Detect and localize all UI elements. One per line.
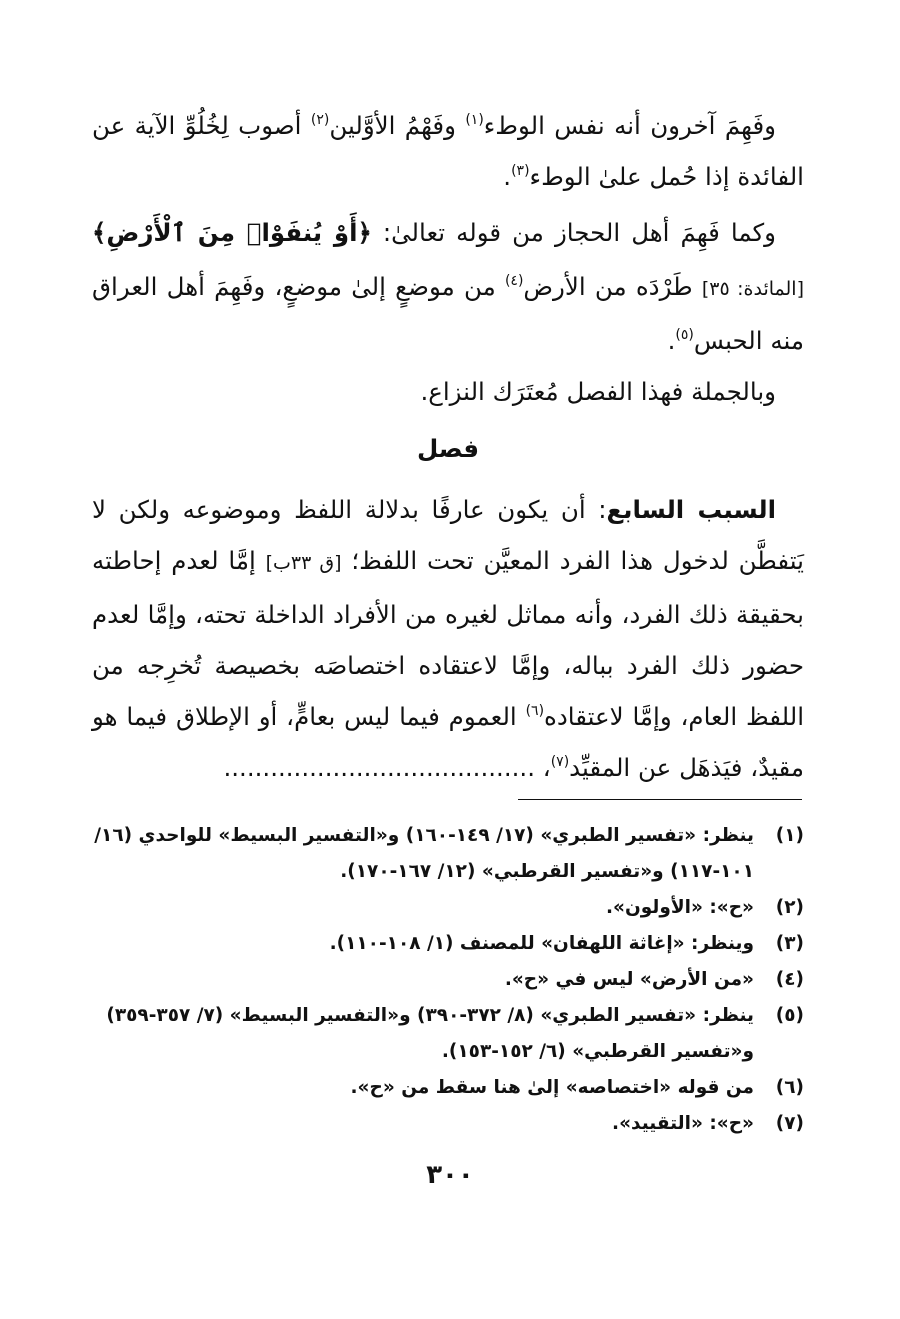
text-run: إمَّا لعدم إحاطته بحقيقة ذلك الفرد، وأنه مماثل لغيره من الأفراد الداخلة تحته، وإمَّا لعدم حضور ذلك الفرد بباله، وإمَّا لاعتقاده اختصاصَه بخصيصة تُخرِجه من اللفظ العام، وإمَّا لاعتقاده [92,546,805,731]
text-run: وكما فَهِمَ أهل الحجاز من قوله تعالىٰ: [371,218,776,247]
footnote-text: وينظر: «إغاثة اللهفان» للمصنف (١/ ١٠٨-١١٠). [329,933,754,954]
footnote-number: (٤) [775,969,804,990]
paragraph-2 [92,207,804,366]
footnote-number: (٢) [775,897,804,918]
paragraph-3: وبالجملة فهذا الفصل مُعتَرَك النزاع. [420,377,776,406]
page-number: ٣٠٠ [426,1160,474,1190]
footnote-number: (٣) [775,933,804,954]
footnote-ref-7[interactable]: (٧) [550,754,570,770]
main-text [92,100,804,793]
text-run: العموم فيما ليس بعامٍّ، أو الإطلاق فيما هو مقيدٌ، فيَذهَل عن المقيِّد [92,702,804,782]
quran-verse: ﴿أَوْ يُنفَوْا۟ مِنَ ٱلْأَرْضِ﴾ [92,218,372,247]
footnote-text: ينظر: «تفسير الطبري» (٨/ ٣٧٢-٣٩٠) و«التفسير البسيط» (٧/ ٣٥٧-٣٥٩) و«تفسير القرطبي» (٦/ ١٥٢-١٥٣). [106,1005,754,1062]
footnote-ref-2[interactable]: (٢) [310,112,330,128]
footnote-text: من قوله «اختصاصه» إلىٰ هنا سقط من «ح». [350,1077,754,1098]
footnote-number: (٧) [775,1113,804,1134]
text-run: . [667,326,676,355]
text-run: ، ........................................ [223,753,551,782]
footnote-ref-1[interactable]: (١) [465,112,484,128]
footnote-text: ينظر: «تفسير الطبري» (١٧/ ١٤٩-١٦٠) و«التفسير البسيط» للواحدي (١٦/ ١٠١-١١٧) و«تفسير القرطبي» (١٢/ ١٦٧-١٧٠). [94,825,754,882]
text-run: : أن يكون عارفًا بدلالة اللفظ وموضوعه ولكن لا يَتفطَّن لدخول هذا الفرد المعيَّن تحت اللفظ؛ [92,495,804,575]
footnote-text: «ح»: «الأولون». [606,897,754,918]
text-run: طَرْدَه من الأرض [523,272,702,301]
footnote-text: «ح»: «التقييد». [612,1113,754,1134]
footnote-number: (٦) [775,1077,804,1098]
footnotes [92,818,804,1142]
text-run: وفَهِمَ آخرون أنه نفس الوطء [483,111,776,140]
verse-reference: [المائدة: ٣٥] [701,278,804,300]
footnote-item [92,1070,804,1106]
footnote-number: (٥) [775,1005,804,1026]
manuscript-folio-marker: [ق ٣٣ب] [265,552,342,574]
footnote-item [92,962,804,998]
text-run: من موضعٍ إلىٰ موضعٍ، وفَهِمَ أهل العراق منه الحبس [92,272,804,355]
paragraph-4 [92,484,804,793]
footnote-item [92,818,804,890]
section-heading: فصل [416,434,480,463]
footnote-item [92,926,804,962]
footnote-ref-5[interactable]: (٥) [675,327,694,343]
text-run: . [503,162,512,191]
footnote-number: (١) [775,825,804,846]
footnote-ref-3[interactable]: (٣) [511,163,530,179]
footnote-ref-4[interactable]: (٤) [504,273,524,289]
footnote-item [92,890,804,926]
cause-heading: السبب السابع [606,495,776,524]
footnote-separator [518,799,802,800]
footnote-item [92,998,804,1070]
footnote-ref-6[interactable]: (٦) [525,703,545,719]
footnote-item [92,1106,804,1142]
paragraph-1 [92,100,804,202]
text-run: أصوب لِخُلُوِّ الآية عن الفائدة إذا حُمل علىٰ الوطء [92,111,804,191]
text-run: وفَهْمُ الأوَّلين [329,111,466,140]
footnote-text: «من الأرض» ليس في «ح». [504,969,754,990]
